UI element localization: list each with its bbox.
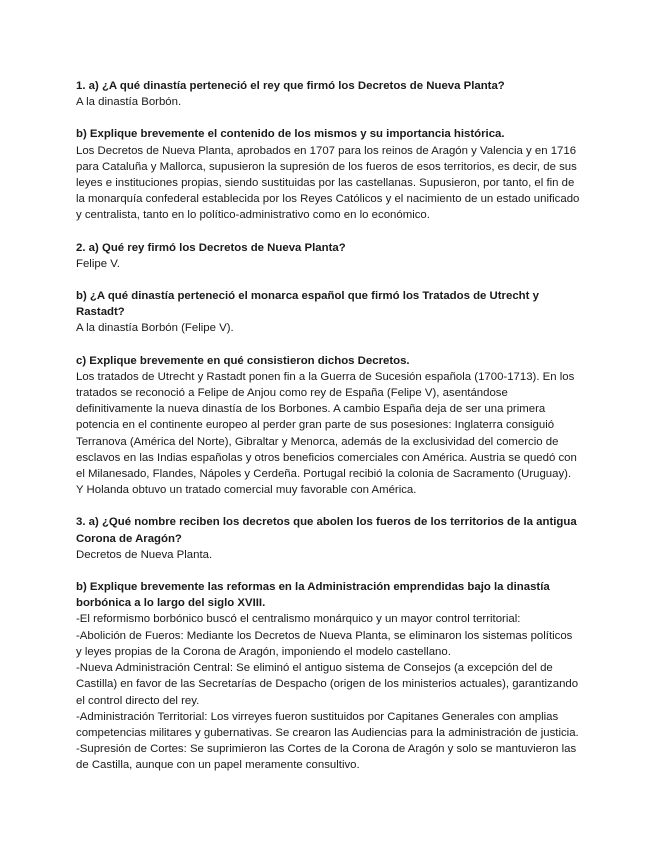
question-2c: c) Explique brevemente en qué consistieron dichos Decretos. (76, 354, 410, 367)
question-2b: b) ¿A qué dinastía perteneció el monarca español que firmó los Tratados de Utrecht y Rastadt? (76, 290, 539, 319)
answer-2a: Felipe V. (76, 257, 120, 270)
question-1a: 1. a) ¿A qué dinastía perteneció el rey que firmó los Decretos de Nueva Planta? (76, 80, 505, 92)
question-3b: b) Explique brevemente las reformas en la Administración emprendidas bajo la dinastía borbónica a lo largo del siglo XVIII. (76, 581, 550, 610)
answer-1a: A la dinastía Borbón. (76, 96, 182, 109)
question-1b: b) Explique brevemente el contenido de los mismos y su importancia histórica. (76, 128, 505, 141)
answer-1b: Los Decretos de Nueva Planta, aprobados en 1707 para los reinos de Aragón y Valencia y en 1716 para Cataluña y Mallorca, supusieron la supresión de los fueros de esos territorios, es decir, de sus leyes e instituciones propias, siendo sustituidas por las castellanas. Supusieron, por tanto, el fin de la monarquía confederal establecida por los Reyes Católicos y el nacimiento de un estado unificado y centralista, tanto en lo político-administrativo como en lo económico. (76, 144, 580, 222)
answer-3b-line: -Supresión de Cortes: Se suprimieron las Cortes de la Corona de Aragón y solo se mantuvieron las de Castilla, aunque con un papel meramente consultivo. (76, 743, 577, 772)
answer-3a: Decretos de Nueva Planta. (76, 548, 213, 561)
answer-3b-line: -Nueva Administración Central: Se eliminó el antiguo sistema de Consejos (a excepción del de Castilla) en favor de las Secretarías de Despacho (origen de los ministerios actuales), garantizando el control directo del rey. (76, 662, 579, 707)
answer-3b-line: -Abolición de Fueros: Mediante los Decretos de Nueva Planta, se eliminaron los sistemas políticos y leyes propias de la Corona de Aragón, imponiendo el modelo castellano. (76, 629, 573, 658)
document-body (76, 78, 581, 774)
answer-2c: Los tratados de Utrecht y Rastadt ponen fin a la Guerra de Sucesión española (1700-1713). En los tratados se reconoció a Felipe de Anjou como rey de España (Felipe V), asentándose definitivamente la nueva dinastía de los Borbones. A cambio España deja de ser una primera potencia en el continente europeo al perder gran parte de sus posesiones: Inglaterra consiguió Terranova (América del Norte), Gibraltar y Menorca, además de la exclusividad del comercio de esclavos en las Indias españolas y otros beneficios comerciales con América. Austria se quedó con el Milanesado, Flandes, Nápoles y Cerdeña. Portugal recibió la colonia de Sacramento (Uruguay). Y Holanda obtuvo un tratado comercial muy favorable con América. (76, 370, 577, 497)
answer-2b: A la dinastía Borbón (Felipe V). (76, 322, 234, 335)
question-2a: 2. a) Qué rey firmó los Decretos de Nueva Planta? (76, 241, 346, 254)
question-3a: 3. a) ¿Qué nombre reciben los decretos que abolen los fueros de los territorios de la antigua Corona de Aragón? (76, 516, 577, 545)
answer-3b-line: -Administración Territorial: Los virreyes fueron sustituidos por Capitanes Generales con amplias competencias militares y gubernativas. Se crearon las Audiencias para la administración de justicia. (76, 710, 579, 739)
answer-3b-line: -El reformismo borbónico buscó el centralismo monárquico y un mayor control territorial: (76, 613, 521, 626)
